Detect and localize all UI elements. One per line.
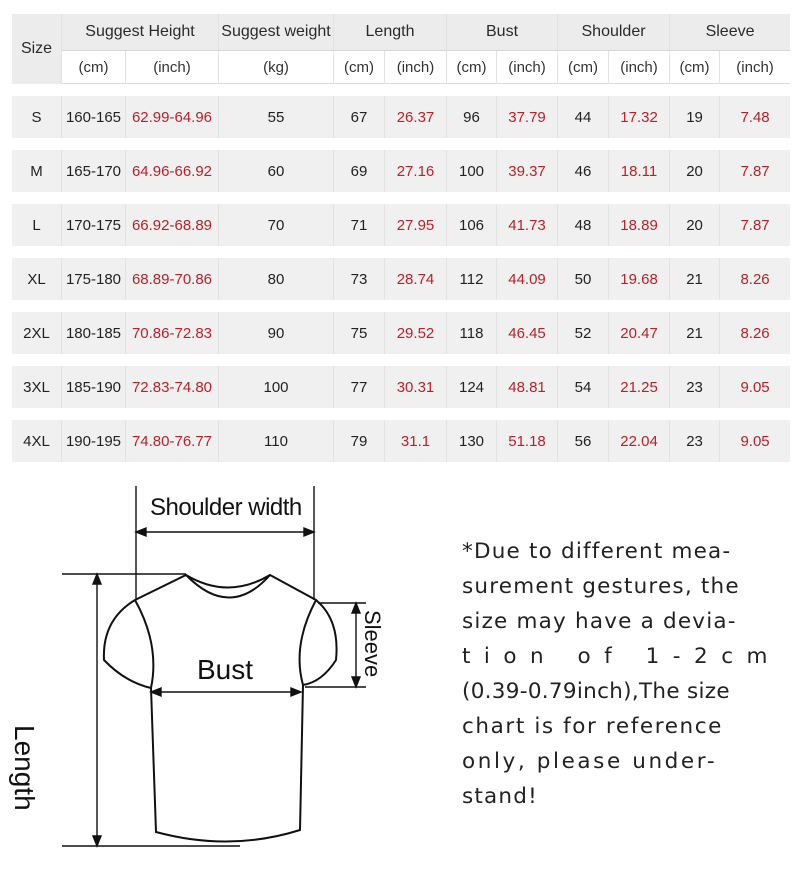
sleeve-cm-cell: 20 <box>670 204 720 246</box>
height-cm-cell: 180-185 <box>62 312 126 354</box>
size-deviation-note <box>462 534 781 814</box>
table-row <box>12 204 790 246</box>
bust-inch-cell: 48.81 <box>497 366 558 408</box>
sleeve-cm-cell: 21 <box>670 258 720 300</box>
size-cell: 3XL <box>12 366 62 408</box>
length-inch-cell: 27.16 <box>385 150 447 192</box>
sleeve-inch-cell: 8.26 <box>720 312 790 354</box>
shoulder-cm-cell: 44 <box>558 96 609 138</box>
size-chart-table <box>12 14 790 462</box>
table-row <box>12 366 790 408</box>
bust-cm-cell: 96 <box>447 96 497 138</box>
sleeve-inch-cell: 7.87 <box>720 150 790 192</box>
table-row <box>12 312 790 354</box>
note-line: only, please under- <box>462 749 718 774</box>
note-line: chart is for reference <box>462 714 723 739</box>
bust-inch-cell: 41.73 <box>497 204 558 246</box>
bust-inch-cell: 37.79 <box>497 96 558 138</box>
height-cm-cell: 170-175 <box>62 204 126 246</box>
unit-inch: (inch) <box>720 51 790 84</box>
length-cm-cell: 75 <box>334 312 385 354</box>
height-inch-cell: 62.99-64.96 <box>126 96 219 138</box>
table-row <box>12 96 790 138</box>
bust-cm-cell: 118 <box>447 312 497 354</box>
weight-cell: 60 <box>219 150 334 192</box>
sleeve-inch-cell: 9.05 <box>720 420 790 462</box>
unit-inch: (inch) <box>609 51 670 84</box>
weight-cell: 80 <box>219 258 334 300</box>
bust-inch-cell: 39.37 <box>497 150 558 192</box>
note-line: (0.39-0.79inch),The size <box>462 679 730 704</box>
length-cm-cell: 73 <box>334 258 385 300</box>
sleeve-label: Sleeve <box>360 610 385 678</box>
shoulder-cm-cell: 54 <box>558 366 609 408</box>
shoulder-inch-cell: 17.32 <box>609 96 670 138</box>
weight-cell: 90 <box>219 312 334 354</box>
unit-inch: (inch) <box>126 51 219 84</box>
bust-inch-cell: 46.45 <box>497 312 558 354</box>
sleeve-cm-cell: 19 <box>670 96 720 138</box>
weight-cell: 110 <box>219 420 334 462</box>
bust-inch-cell: 44.09 <box>497 258 558 300</box>
shoulder-inch-cell: 21.25 <box>609 366 670 408</box>
sleeve-inch-cell: 7.48 <box>720 96 790 138</box>
shoulder-header: Shoulder <box>558 14 670 51</box>
unit-cm: (cm) <box>447 51 497 84</box>
height-cm-cell: 175-180 <box>62 258 126 300</box>
sleeve-cm-cell: 23 <box>670 420 720 462</box>
bust-cm-cell: 130 <box>447 420 497 462</box>
length-cm-cell: 69 <box>334 150 385 192</box>
bust-cm-cell: 106 <box>447 204 497 246</box>
size-cell: M <box>12 150 62 192</box>
weight-cell: 55 <box>219 96 334 138</box>
bust-cm-cell: 112 <box>447 258 497 300</box>
note-line: surement gestures, the <box>462 574 740 599</box>
bust-header: Bust <box>447 14 558 51</box>
sleeve-inch-cell: 9.05 <box>720 366 790 408</box>
size-cell: XL <box>12 258 62 300</box>
height-inch-cell: 74.80-76.77 <box>126 420 219 462</box>
height-header: Suggest Height <box>62 14 219 51</box>
note-line: tion of 1-2cm <box>462 644 781 669</box>
height-inch-cell: 68.89-70.86 <box>126 258 219 300</box>
shoulder-inch-cell: 18.89 <box>609 204 670 246</box>
note-line: *Due to different mea- <box>462 539 732 564</box>
table-row <box>12 258 790 300</box>
unit-inch: (inch) <box>497 51 558 84</box>
weight-cell: 70 <box>219 204 334 246</box>
height-cm-cell: 165-170 <box>62 150 126 192</box>
shoulder-cm-cell: 50 <box>558 258 609 300</box>
length-inch-cell: 28.74 <box>385 258 447 300</box>
shoulder-cm-cell: 46 <box>558 150 609 192</box>
length-inch-cell: 31.1 <box>385 420 447 462</box>
unit-row <box>12 51 790 84</box>
bust-label: Bust <box>197 654 254 685</box>
unit-kg: (kg) <box>219 51 334 84</box>
bust-cm-cell: 124 <box>447 366 497 408</box>
size-cell: 4XL <box>12 420 62 462</box>
unit-inch: (inch) <box>385 51 447 84</box>
height-inch-cell: 70.86-72.83 <box>126 312 219 354</box>
height-inch-cell: 72.83-74.80 <box>126 366 219 408</box>
length-cm-cell: 71 <box>334 204 385 246</box>
height-cm-cell: 185-190 <box>62 366 126 408</box>
shoulder-inch-cell: 20.47 <box>609 312 670 354</box>
note-line: stand! <box>462 784 538 809</box>
sleeve-cm-cell: 20 <box>670 150 720 192</box>
shoulder-width-label: Shoulder width <box>150 494 302 521</box>
size-cell: 2XL <box>12 312 62 354</box>
height-cm-cell: 190-195 <box>62 420 126 462</box>
table-row <box>12 420 790 462</box>
unit-cm: (cm) <box>670 51 720 84</box>
size-header: Size <box>12 14 62 84</box>
sleeve-header: Sleeve <box>670 14 790 51</box>
tshirt-measurement-diagram <box>0 470 440 889</box>
shoulder-inch-cell: 22.04 <box>609 420 670 462</box>
length-inch-cell: 27.95 <box>385 204 447 246</box>
shoulder-cm-cell: 56 <box>558 420 609 462</box>
sleeve-inch-cell: 8.26 <box>720 258 790 300</box>
length-cm-cell: 79 <box>334 420 385 462</box>
header-row <box>12 14 790 51</box>
length-label: Length <box>9 725 40 811</box>
height-inch-cell: 66.92-68.89 <box>126 204 219 246</box>
shoulder-inch-cell: 19.68 <box>609 258 670 300</box>
size-cell: L <box>12 204 62 246</box>
height-cm-cell: 160-165 <box>62 96 126 138</box>
bust-cm-cell: 100 <box>447 150 497 192</box>
length-cm-cell: 77 <box>334 366 385 408</box>
length-header: Length <box>334 14 447 51</box>
table-row <box>12 150 790 192</box>
sleeve-cm-cell: 21 <box>670 312 720 354</box>
length-inch-cell: 29.52 <box>385 312 447 354</box>
shoulder-inch-cell: 18.11 <box>609 150 670 192</box>
weight-header: Suggest weight <box>219 14 334 51</box>
bust-inch-cell: 51.18 <box>497 420 558 462</box>
length-cm-cell: 67 <box>334 96 385 138</box>
size-cell: S <box>12 96 62 138</box>
sleeve-inch-cell: 7.87 <box>720 204 790 246</box>
note-line: size may have a devia- <box>462 609 737 634</box>
unit-cm: (cm) <box>558 51 609 84</box>
unit-cm: (cm) <box>62 51 126 84</box>
shoulder-cm-cell: 52 <box>558 312 609 354</box>
weight-cell: 100 <box>219 366 334 408</box>
height-inch-cell: 64.96-66.92 <box>126 150 219 192</box>
unit-cm: (cm) <box>334 51 385 84</box>
length-inch-cell: 30.31 <box>385 366 447 408</box>
length-inch-cell: 26.37 <box>385 96 447 138</box>
shoulder-cm-cell: 48 <box>558 204 609 246</box>
sleeve-cm-cell: 23 <box>670 366 720 408</box>
